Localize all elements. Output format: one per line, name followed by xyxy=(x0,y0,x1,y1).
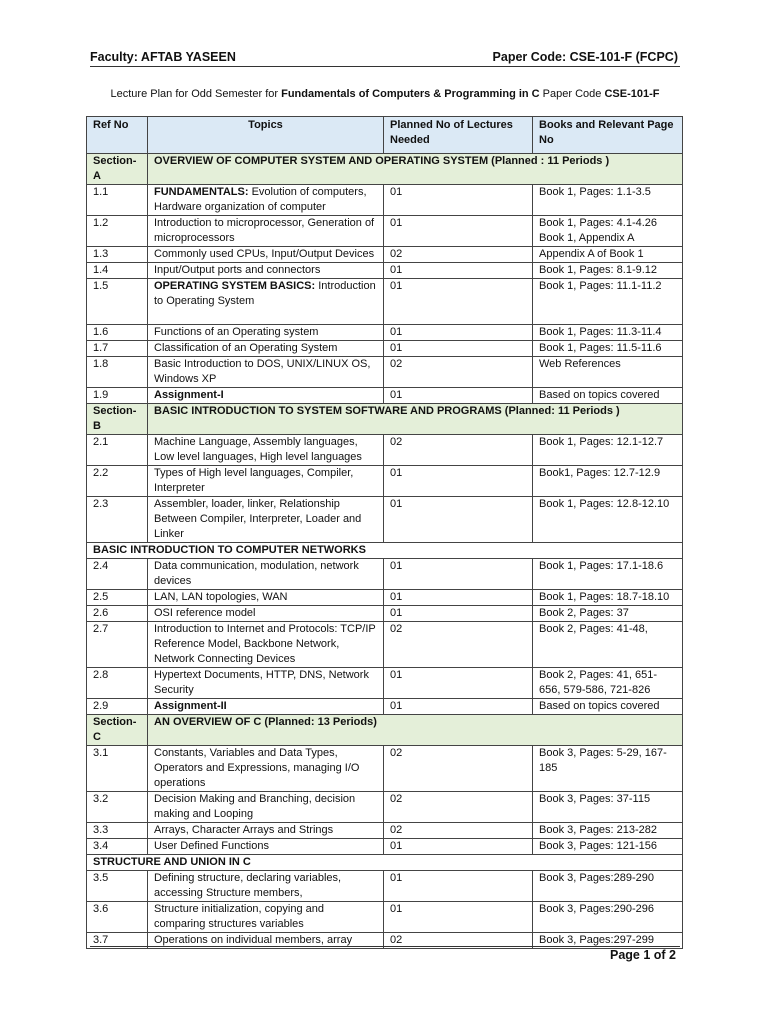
planned-lectures-cell: 01 xyxy=(384,559,533,590)
book-pages-cell: Appendix A of Book 1 xyxy=(533,247,683,263)
book-pages-cell: Book 3, Pages: 37-115 xyxy=(533,792,683,823)
topic-text: Evolution of computers, Hardware organization of computer xyxy=(154,186,367,213)
table-row xyxy=(87,559,683,590)
page-number: Page 1 of 2 xyxy=(610,948,676,962)
topic-cell xyxy=(148,341,384,357)
topic-cell xyxy=(148,279,384,325)
topic-cell xyxy=(148,325,384,341)
planned-lectures-cell: 02 xyxy=(384,357,533,388)
planned-lectures-cell: 02 xyxy=(384,792,533,823)
ref-no-cell: 3.5 xyxy=(87,871,148,902)
topic-cell xyxy=(148,497,384,543)
section-label: Section-C xyxy=(87,715,148,746)
topic-cell xyxy=(148,185,384,216)
topic-text: Functions of an Operating system xyxy=(154,326,319,338)
topic-text: Introduction to microprocessor, Generation of microprocessors xyxy=(154,217,375,244)
section-row xyxy=(87,715,683,746)
topic-text: Structure initialization, copying and comparing structures variables xyxy=(154,903,324,930)
ref-no-cell: 2.1 xyxy=(87,435,148,466)
table-row xyxy=(87,279,683,325)
ref-no-cell: 2.2 xyxy=(87,466,148,497)
table-header-row xyxy=(87,117,683,154)
planned-lectures-cell: 01 xyxy=(384,263,533,279)
ref-no-cell: 3.2 xyxy=(87,792,148,823)
ref-no-cell: 3.6 xyxy=(87,902,148,933)
ref-no-cell: 1.6 xyxy=(87,325,148,341)
planned-lectures-cell: 01 xyxy=(384,699,533,715)
title-middle: Paper Code xyxy=(539,88,605,100)
planned-lectures-cell: 01 xyxy=(384,325,533,341)
ref-no-cell: 1.2 xyxy=(87,216,148,247)
section-title: OVERVIEW OF COMPUTER SYSTEM AND OPERATING SYSTEM (Planned : 11 Periods ) xyxy=(148,154,683,185)
topic-text: Classification of an Operating System xyxy=(154,342,338,354)
topic-text: Basic Introduction to DOS, UNIX/LINUX OS, Windows XP xyxy=(154,358,371,385)
course-code: CSE-101-F xyxy=(604,88,660,100)
topic-heading: FUNDAMENTALS: xyxy=(154,186,249,198)
topic-text: Hypertext Documents, HTTP, DNS, Network Security xyxy=(154,669,369,696)
planned-lectures-cell: 01 xyxy=(384,279,533,325)
planned-lectures-cell: 01 xyxy=(384,839,533,855)
book-pages-cell: Based on topics covered xyxy=(533,388,683,404)
ref-no-cell: 1.4 xyxy=(87,263,148,279)
topic-cell xyxy=(148,668,384,699)
ref-no-cell: 2.6 xyxy=(87,606,148,622)
topic-text: Introduction to Operating System xyxy=(154,280,376,307)
table-row xyxy=(87,263,683,279)
book-pages-cell: Book 1, Pages: 4.1-4.26 Book 1, Appendix A xyxy=(533,216,683,247)
topic-text: Commonly used CPUs, Input/Output Devices xyxy=(154,248,375,260)
table-row xyxy=(87,247,683,263)
topic-cell xyxy=(148,590,384,606)
topic-cell xyxy=(148,435,384,466)
book-pages-cell: Book 1, Pages: 12.1-12.7 xyxy=(533,435,683,466)
ref-no-cell: 2.9 xyxy=(87,699,148,715)
topic-cell xyxy=(148,357,384,388)
header-ref-no: Ref No xyxy=(87,117,148,154)
planned-lectures-cell: 01 xyxy=(384,902,533,933)
ref-no-cell: 1.7 xyxy=(87,341,148,357)
book-pages-cell: Book 3, Pages:289-290 xyxy=(533,871,683,902)
header-planned-lectures: Planned No of Lectures Needed xyxy=(384,117,533,154)
topic-cell: Assignment-I xyxy=(148,388,384,404)
book-pages-cell: Book 2, Pages: 41, 651-656, 579-586, 721-826 xyxy=(533,668,683,699)
table-row xyxy=(87,823,683,839)
section-label: Section-A xyxy=(87,154,148,185)
table-row xyxy=(87,216,683,247)
subsection-row xyxy=(87,543,683,559)
header-divider xyxy=(90,66,680,67)
ref-no-cell: 3.1 xyxy=(87,746,148,792)
topic-cell xyxy=(148,247,384,263)
topic-cell xyxy=(148,263,384,279)
topic-text: Types of High level languages, Compiler, Interpreter xyxy=(154,467,354,494)
table-body xyxy=(87,154,683,949)
table-row xyxy=(87,792,683,823)
section-label: Section-B xyxy=(87,404,148,435)
topic-cell xyxy=(148,216,384,247)
topic-cell xyxy=(148,902,384,933)
topic-cell: Assignment-II xyxy=(148,699,384,715)
topic-text: Assembler, loader, linker, Relationship Between Compiler, Interpreter, Loader and Linker xyxy=(154,498,362,540)
topic-cell xyxy=(148,606,384,622)
section-title: BASIC INTRODUCTION TO SYSTEM SOFTWARE AND PROGRAMS (Planned: 11 Periods ) xyxy=(148,404,683,435)
book-pages-cell: Book 2, Pages: 37 xyxy=(533,606,683,622)
planned-lectures-cell: 02 xyxy=(384,933,533,949)
book-pages-cell: Web References xyxy=(533,357,683,388)
topic-cell xyxy=(148,746,384,792)
topic-cell xyxy=(148,839,384,855)
topic-text: User Defined Functions xyxy=(154,840,269,852)
header-books-pages: Books and Relevant Page No xyxy=(533,117,683,154)
section-row xyxy=(87,404,683,435)
section-row xyxy=(87,154,683,185)
subsection-row xyxy=(87,855,683,871)
section-title: AN OVERVIEW OF C (Planned: 13 Periods) xyxy=(148,715,683,746)
topic-cell xyxy=(148,792,384,823)
table-row xyxy=(87,590,683,606)
planned-lectures-cell: 01 xyxy=(384,497,533,543)
ref-no-cell: 3.7 xyxy=(87,933,148,949)
topic-cell xyxy=(148,622,384,668)
table-row xyxy=(87,388,683,404)
book-pages-cell: Book 3, Pages:290-296 xyxy=(533,902,683,933)
topic-cell xyxy=(148,823,384,839)
book-pages-cell: Book 1, Pages: 1.1-3.5 xyxy=(533,185,683,216)
topic-text: LAN, LAN topologies, WAN xyxy=(154,591,288,603)
document-title xyxy=(86,88,684,100)
topic-text: Introduction to Internet and Protocols: TCP/IP Reference Model, Backbone Network, Network Connecting Devices xyxy=(154,623,376,665)
subsection-title: BASIC INTRODUCTION TO COMPUTER NETWORKS xyxy=(87,543,683,559)
lecture-plan-table xyxy=(86,116,683,949)
topic-heading: OPERATING SYSTEM BASICS: xyxy=(154,280,316,292)
book-pages-cell: Book 1, Pages: 11.1-11.2 xyxy=(533,279,683,325)
topic-text: Decision Making and Branching, decision making and Looping xyxy=(154,793,356,820)
ref-no-cell: 1.9 xyxy=(87,388,148,404)
topic-text: OSI reference model xyxy=(154,607,256,619)
planned-lectures-cell: 01 xyxy=(384,185,533,216)
ref-no-cell: 3.3 xyxy=(87,823,148,839)
book-pages-cell: Book 3, Pages: 121-156 xyxy=(533,839,683,855)
title-prefix: Lecture Plan for Odd Semester for xyxy=(110,88,282,100)
book-pages-cell: Based on topics covered xyxy=(533,699,683,715)
table-row xyxy=(87,185,683,216)
topic-cell xyxy=(148,466,384,497)
table-row xyxy=(87,839,683,855)
book-pages-cell: Book 1, Pages: 11.5-11.6 xyxy=(533,341,683,357)
planned-lectures-cell: 02 xyxy=(384,622,533,668)
header-topics: Topics xyxy=(148,117,384,154)
topic-cell xyxy=(148,871,384,902)
planned-lectures-cell: 01 xyxy=(384,341,533,357)
topic-text: Defining structure, declaring variables, accessing Structure members, xyxy=(154,872,342,899)
ref-no-cell: 2.4 xyxy=(87,559,148,590)
ref-no-cell: 1.3 xyxy=(87,247,148,263)
topic-text: Data communication, modulation, network devices xyxy=(154,560,359,587)
table-row xyxy=(87,497,683,543)
table-row xyxy=(87,466,683,497)
planned-lectures-cell: 02 xyxy=(384,823,533,839)
topic-text: Operations on individual members, array xyxy=(154,934,353,946)
faculty-name: Faculty: AFTAB YASEEN xyxy=(90,50,236,64)
ref-no-cell: 1.8 xyxy=(87,357,148,388)
book-pages-cell: Book 1, Pages: 17.1-18.6 xyxy=(533,559,683,590)
subsection-title: STRUCTURE AND UNION IN C xyxy=(87,855,683,871)
page-header xyxy=(90,42,678,64)
ref-no-cell: 2.7 xyxy=(87,622,148,668)
topic-text: Arrays, Character Arrays and Strings xyxy=(154,824,334,836)
table-row xyxy=(87,606,683,622)
book-pages-cell: Book 1, Pages: 8.1-9.12 xyxy=(533,263,683,279)
planned-lectures-cell: 01 xyxy=(384,466,533,497)
book-pages-cell: Book1, Pages: 12.7-12.9 xyxy=(533,466,683,497)
footer-divider xyxy=(90,946,680,947)
planned-lectures-cell: 01 xyxy=(384,216,533,247)
table-row xyxy=(87,871,683,902)
table-row xyxy=(87,325,683,341)
planned-lectures-cell: 02 xyxy=(384,247,533,263)
ref-no-cell: 2.5 xyxy=(87,590,148,606)
planned-lectures-cell: 02 xyxy=(384,435,533,466)
topic-cell xyxy=(148,559,384,590)
book-pages-cell: Book 1, Pages: 11.3-11.4 xyxy=(533,325,683,341)
ref-no-cell: 2.8 xyxy=(87,668,148,699)
course-name: Fundamentals of Computers & Programming in C xyxy=(281,88,540,100)
ref-no-cell: 1.1 xyxy=(87,185,148,216)
table-row xyxy=(87,902,683,933)
table-row xyxy=(87,699,683,715)
planned-lectures-cell: 02 xyxy=(384,746,533,792)
planned-lectures-cell: 01 xyxy=(384,388,533,404)
topic-text: Machine Language, Assembly languages, Low level languages, High level languages xyxy=(154,436,362,463)
table-row xyxy=(87,341,683,357)
table-row xyxy=(87,435,683,466)
paper-code: Paper Code: CSE-101-F (FCPC) xyxy=(492,50,678,64)
book-pages-cell: Book 3, Pages: 5-29, 167-185 xyxy=(533,746,683,792)
ref-no-cell: 3.4 xyxy=(87,839,148,855)
book-pages-cell: Book 1, Pages: 12.8-12.10 xyxy=(533,497,683,543)
book-pages-cell: Book 3, Pages:297-299 xyxy=(533,933,683,949)
planned-lectures-cell: 01 xyxy=(384,668,533,699)
table-row xyxy=(87,357,683,388)
planned-lectures-cell: 01 xyxy=(384,606,533,622)
book-pages-cell: Book 1, Pages: 18.7-18.10 xyxy=(533,590,683,606)
ref-no-cell: 1.5 xyxy=(87,279,148,325)
topic-text: Constants, Variables and Data Types, Operators and Expressions, managing I/O operations xyxy=(154,747,360,789)
table-row xyxy=(87,668,683,699)
planned-lectures-cell: 01 xyxy=(384,590,533,606)
table-row xyxy=(87,622,683,668)
topic-text: Input/Output ports and connectors xyxy=(154,264,321,276)
ref-no-cell: 2.3 xyxy=(87,497,148,543)
table-row xyxy=(87,746,683,792)
planned-lectures-cell: 01 xyxy=(384,871,533,902)
book-pages-cell: Book 3, Pages: 213-282 xyxy=(533,823,683,839)
book-pages-cell: Book 2, Pages: 41-48, xyxy=(533,622,683,668)
